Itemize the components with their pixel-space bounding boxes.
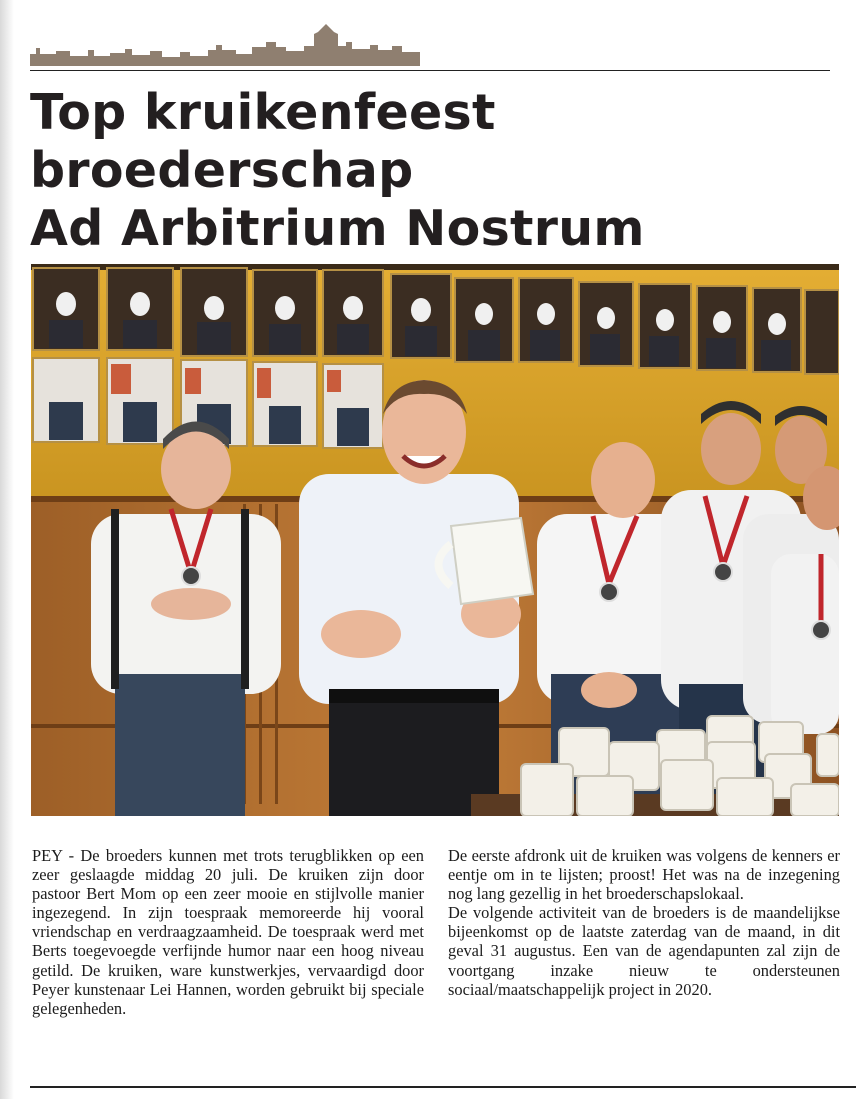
headline-line-2: broederschap — [30, 142, 414, 199]
article-column-right — [448, 846, 840, 1018]
article-column-left — [32, 846, 424, 1018]
article-photo — [31, 264, 839, 816]
page-edge-shadow — [0, 0, 14, 1099]
footer-rule — [30, 1086, 856, 1088]
paragraph: De volgende activiteit van de broeders is de maandelijkse bijeenkomst op de laatste zaterdag van de maand, in dit geval 31 augustus. Een van de agendapunten zal zijn de voortgang inzake nieuw te ondersteunen sociaal/maatschappelijk project in 2020. — [448, 903, 840, 999]
article-body — [32, 846, 840, 1018]
header-rule — [30, 70, 830, 71]
paragraph: PEY - De broeders kunnen met trots terugblikken op een zeer geslaagde middag 20 juli. De kruiken zijn door pastoor Bert Mom op een zeer mooie en stijlvolle manier ingezegend. In zijn toespraak memoreerde hij vooral vriendschap en verdraagzaamheid. De toespraak werd met Berts toegevoegde verfijnde humor naar een hoog niveau getild. De kruiken, ware kunstwerkjes, vervaardigd door Peyer kunstenaar Lei Hannen, worden gebruikt bij speciale gelegenheden. — [32, 846, 424, 1018]
town-skyline-icon — [30, 20, 420, 66]
headline-line-1: Top kruikenfeest — [30, 84, 496, 141]
headline-line-3: Ad Arbitrium Nostrum — [30, 200, 645, 257]
article-headline — [30, 84, 830, 258]
paragraph: De eerste afdronk uit de kruiken was volgens de kenners er eentje om in te lijsten; proost! Het was na de inzegening nog lang gezellig in het broederschapslokaal. — [448, 846, 840, 904]
